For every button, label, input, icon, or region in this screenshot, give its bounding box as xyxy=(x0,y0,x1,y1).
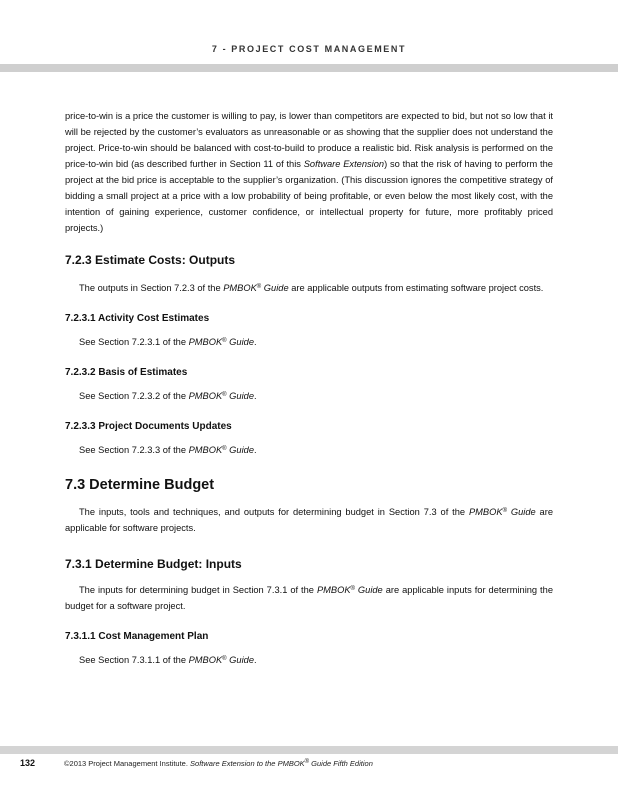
section-body-7-2-3-3: See Section 7.2.3.3 of the PMBOK® Guide. xyxy=(79,445,257,455)
intro-paragraph: price-to-win is a price the customer is willing to pay, is lower than competitors are expected to bid, but not so low that it will be rejected by the customer’s evaluators as unreasonable or as showing that the supplier does not understand the project. Price-to-win should be balanced with cost-to-build to produce a realistic bid. Risk analysis is performed on the price-to-win bid (as described further in Section 11 of this Software Extension) so that the risk of having to perform the project at the bid price is acceptable to the supplier’s organization. (This discussion ignores the competitive strategy of bidding a small project at a price with a low probability of being profitable, or even below the most likely cost, with the intention of gaining experience, customer confidence, or intellectual property for future, more profitably priced projects.) xyxy=(65,111,553,233)
section-heading-7-3: 7.3 Determine Budget xyxy=(65,477,215,493)
section-heading-7-3-1: 7.3.1 Determine Budget: Inputs xyxy=(65,557,242,571)
section-heading-7-2-3-1: 7.2.3.1 Activity Cost Estimates xyxy=(65,313,210,324)
page-content xyxy=(65,108,553,668)
section-body-7-2-3: The outputs in Section 7.2.3 of the PMBOK® Guide are applicable outputs from estimating software project costs. xyxy=(79,283,544,293)
emphasis-text: Software Extension xyxy=(303,159,385,169)
section-heading-7-2-3-3: 7.2.3.3 Project Documents Updates xyxy=(65,421,232,432)
section-body-7-3: The inputs, tools and techniques, and outputs for determining budget in Section 7.3 of the PMBOK® Guide are applicable for software projects. xyxy=(65,507,553,533)
footer-rule xyxy=(0,746,618,754)
running-head: 7 - PROJECT COST MANAGEMENT xyxy=(211,44,407,54)
section-heading-7-3-1-1: 7.3.1.1 Cost Management Plan xyxy=(65,631,209,642)
section-body-7-2-3-2: See Section 7.2.3.2 of the PMBOK® Guide. xyxy=(79,391,257,401)
section-heading-7-2-3-2: 7.2.3.2 Basis of Estimates xyxy=(65,367,188,378)
section-body-7-3-1: The inputs for determining budget in Section 7.3.1 of the PMBOK® Guide are applicable inputs for determining the budget for a software project. xyxy=(65,585,553,611)
section-body-7-2-3-1: See Section 7.2.3.1 of the PMBOK® Guide. xyxy=(79,337,257,347)
section-heading-7-2-3: 7.2.3 Estimate Costs: Outputs xyxy=(65,253,236,267)
header-rule xyxy=(0,64,618,72)
page-number: 132 xyxy=(20,758,36,768)
section-body-7-3-1-1: See Section 7.3.1.1 of the PMBOK® Guide. xyxy=(79,655,257,665)
copyright-notice: ©2013 Project Management Institute. Software Extension to the PMBOK® Guide Fifth Edition xyxy=(64,759,373,768)
footer xyxy=(0,758,618,772)
